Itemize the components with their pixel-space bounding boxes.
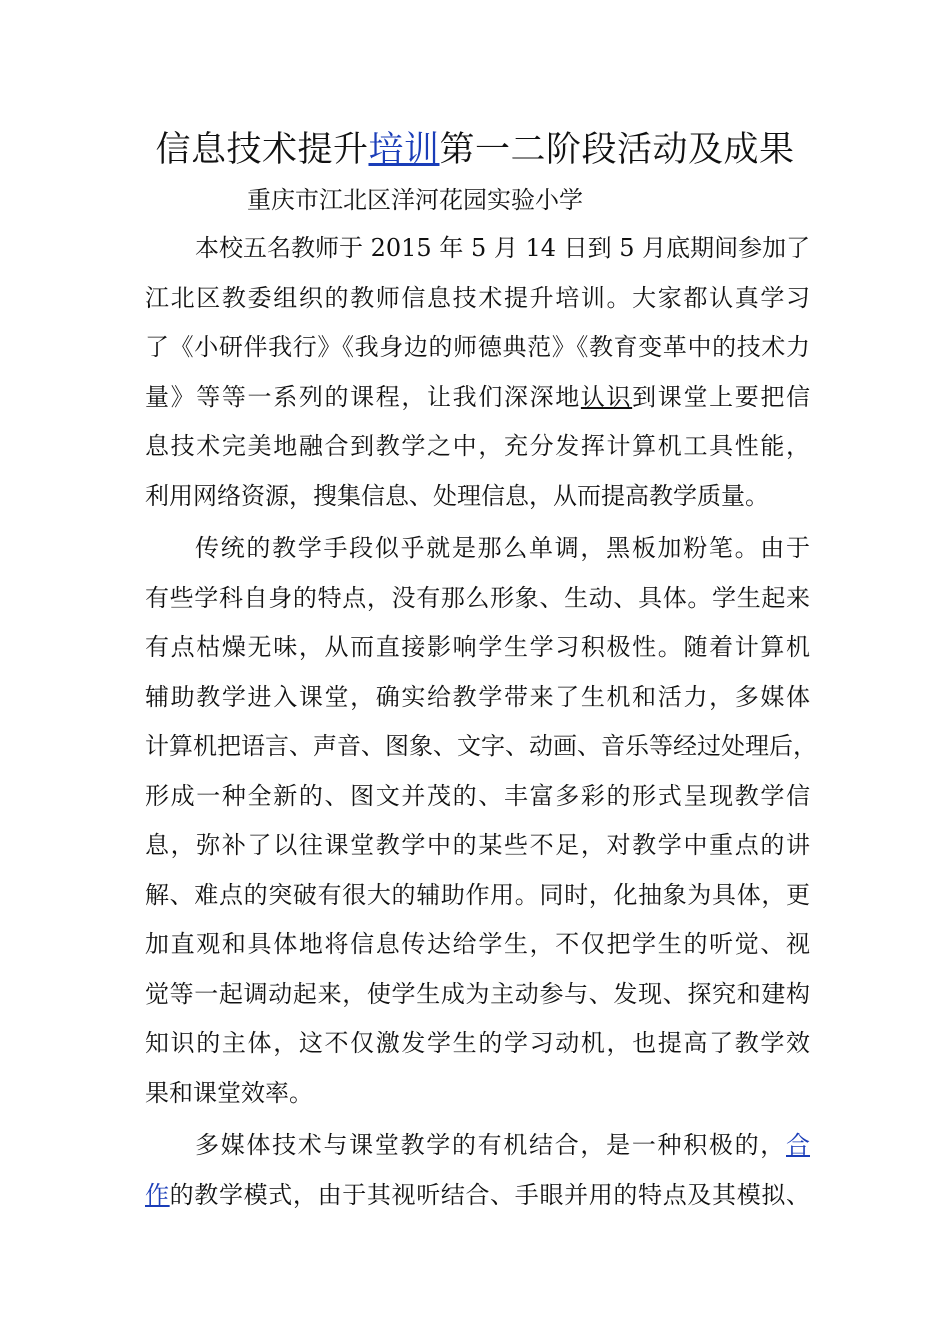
paragraph-1 bbox=[145, 224, 810, 521]
paragraph-line: 解、难点的突破有很大的辅助作用。同时，化抽象为具体，更 bbox=[145, 880, 810, 909]
paragraph-line: 形成一种全新的、图文并茂的、丰富多彩的形式呈现教学信 bbox=[145, 781, 810, 810]
line-text: 到课堂上要把信 bbox=[632, 382, 811, 411]
title-text-after: 第一二阶段活动及成果 bbox=[439, 130, 795, 170]
paragraph-line: 息技术完美地融合到教学之中，充分发挥计算机工具性能， bbox=[145, 432, 810, 460]
cooperation-link-end[interactable]: 作 bbox=[145, 1180, 170, 1209]
paragraph-line: 果和课堂效率。 bbox=[145, 1078, 313, 1107]
title-text-before: 信息技术提升 bbox=[155, 130, 369, 170]
paragraph-line bbox=[145, 1121, 810, 1171]
paragraph-line: 本校五名教师于 2015 年 5 月 14 日到 5 月底期间参加了 bbox=[195, 234, 811, 262]
paragraph-line: 加直观和具体地将信息传达给学生，不仅把学生的听觉、视 bbox=[145, 930, 810, 958]
paragraph-line bbox=[145, 1171, 810, 1221]
document-title bbox=[0, 124, 950, 176]
paragraph-line: 辅助教学进入课堂，确实给教学带来了生机和活力，多媒体 bbox=[145, 682, 810, 711]
paragraph-line: 有点枯燥无味，从而直接影响学生学习积极性。随着计算机 bbox=[145, 633, 810, 661]
line-text: 多媒体技术与课堂教学的有机结合，是一种积极的， bbox=[195, 1131, 786, 1159]
paragraph-line: 了《小研伴我行》《我身边的师德典范》《教育变革中的技术力 bbox=[145, 333, 810, 361]
paragraph-line: 利用网络资源，搜集信息、处理信息，从而提高教学质量。 bbox=[145, 481, 769, 510]
paragraph-line: 计算机把语言、声音、图象、文字、动画、音乐等经过处理后， bbox=[145, 732, 817, 760]
cooperation-link-start[interactable]: 合 bbox=[786, 1131, 810, 1159]
paragraph-line: 传统的教学手段似乎就是那么单调，黑板加粉笔。由于 bbox=[195, 534, 810, 562]
line-text: 的教学模式，由于其视听结合、手眼并用的特点及其模拟、 bbox=[169, 1180, 811, 1209]
paragraph-line: 有些学科自身的特点，没有那么形象、生动、具体。学生起来 bbox=[145, 583, 810, 612]
line-text: 量》等等一系列的课程，让我们深深地 bbox=[145, 382, 581, 411]
paragraph-2 bbox=[145, 524, 817, 1118]
paragraph-line: 江北区教委组织的教师信息技术提升培训。大家都认真学习 bbox=[145, 283, 810, 312]
paragraph-3 bbox=[145, 1121, 810, 1220]
paragraph-line: 息，弥补了以往课堂教学中的某些不足，对教学中重点的讲 bbox=[145, 831, 810, 859]
paragraph-line bbox=[145, 373, 810, 423]
paragraph-line: 觉等一起调动起来，使学生成为主动参与、发现、探究和建构 bbox=[145, 979, 810, 1008]
underlined-word: 认识 bbox=[580, 382, 633, 411]
paragraph-line: 知识的主体，这不仅激发学生的学习动机，也提高了教学效 bbox=[145, 1029, 810, 1057]
training-link[interactable]: 培训 bbox=[368, 130, 440, 170]
school-name: 重庆市江北区洋河花园实验小学 bbox=[247, 186, 583, 214]
